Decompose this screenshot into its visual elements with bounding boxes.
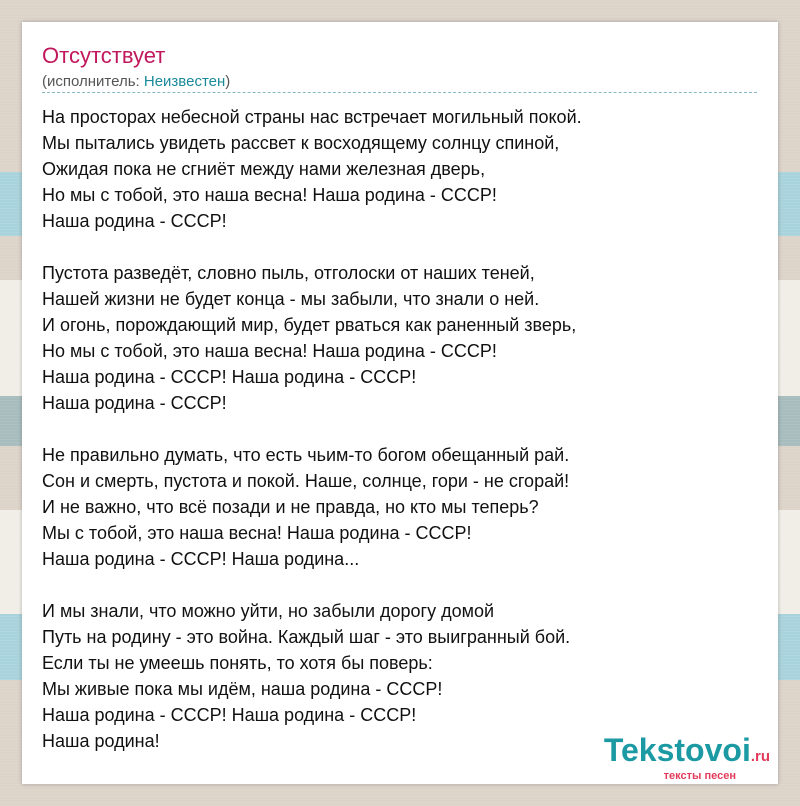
artist-line xyxy=(42,73,230,90)
logo-name: Tekstovoi xyxy=(603,732,751,768)
artist-suffix: ) xyxy=(225,73,231,90)
lyrics-card xyxy=(22,22,778,784)
logo-tagline: тексты песен xyxy=(663,770,736,782)
song-title: Отсутствует xyxy=(42,43,166,68)
lyrics-text: На просторах небесной страны нас встречает могильный покой. Мы пытались увидеть рассвет к восходящему солнцу спиной, Ожидая пока не сгниёт между нами железная дверь, Но мы с тобой, это наша весна! Наша родина - СССР! Наша родина - СССР! Пустота разведёт, словно пыль, отголоски от наших теней, Нашей жизни не будет конца - мы забыли, что знали о ней. И огонь, порождающий мир, будет рваться как раненный зверь, Но мы с тобой, это наша весна! Наша родина - СССР! Наша родина - СССР! Наша родина - СССР! Наша родина - СССР! Не правильно думать, что есть чьим-то богом обещанный рай. Сон и смерть, пустота и покой. Наше, солнце, гори - не сгорай! И не важно, что всё позади и не правда, но кто мы теперь? Мы с тобой, это наша весна! Наша родина - СССР! Наша родина - СССР! Наша родина... И мы знали, что можно уйти, но забыли дорогу домой Путь на родину - это война. Каждый шаг - это выигранный бой. Если ты не умеешь понять, то хотя бы поверь: Мы живые пока мы идём, наша родина - СССР! Наша родина - СССР! Наша родина - СССР! Наша родина! xyxy=(42,107,582,751)
artist-prefix: (исполнитель: xyxy=(42,73,144,90)
logo-domain: .ru xyxy=(750,748,770,765)
site-logo[interactable] xyxy=(604,733,770,782)
artist-link[interactable]: Неизвестен xyxy=(143,73,226,90)
logo-wordmark xyxy=(604,733,770,774)
divider xyxy=(42,92,757,93)
